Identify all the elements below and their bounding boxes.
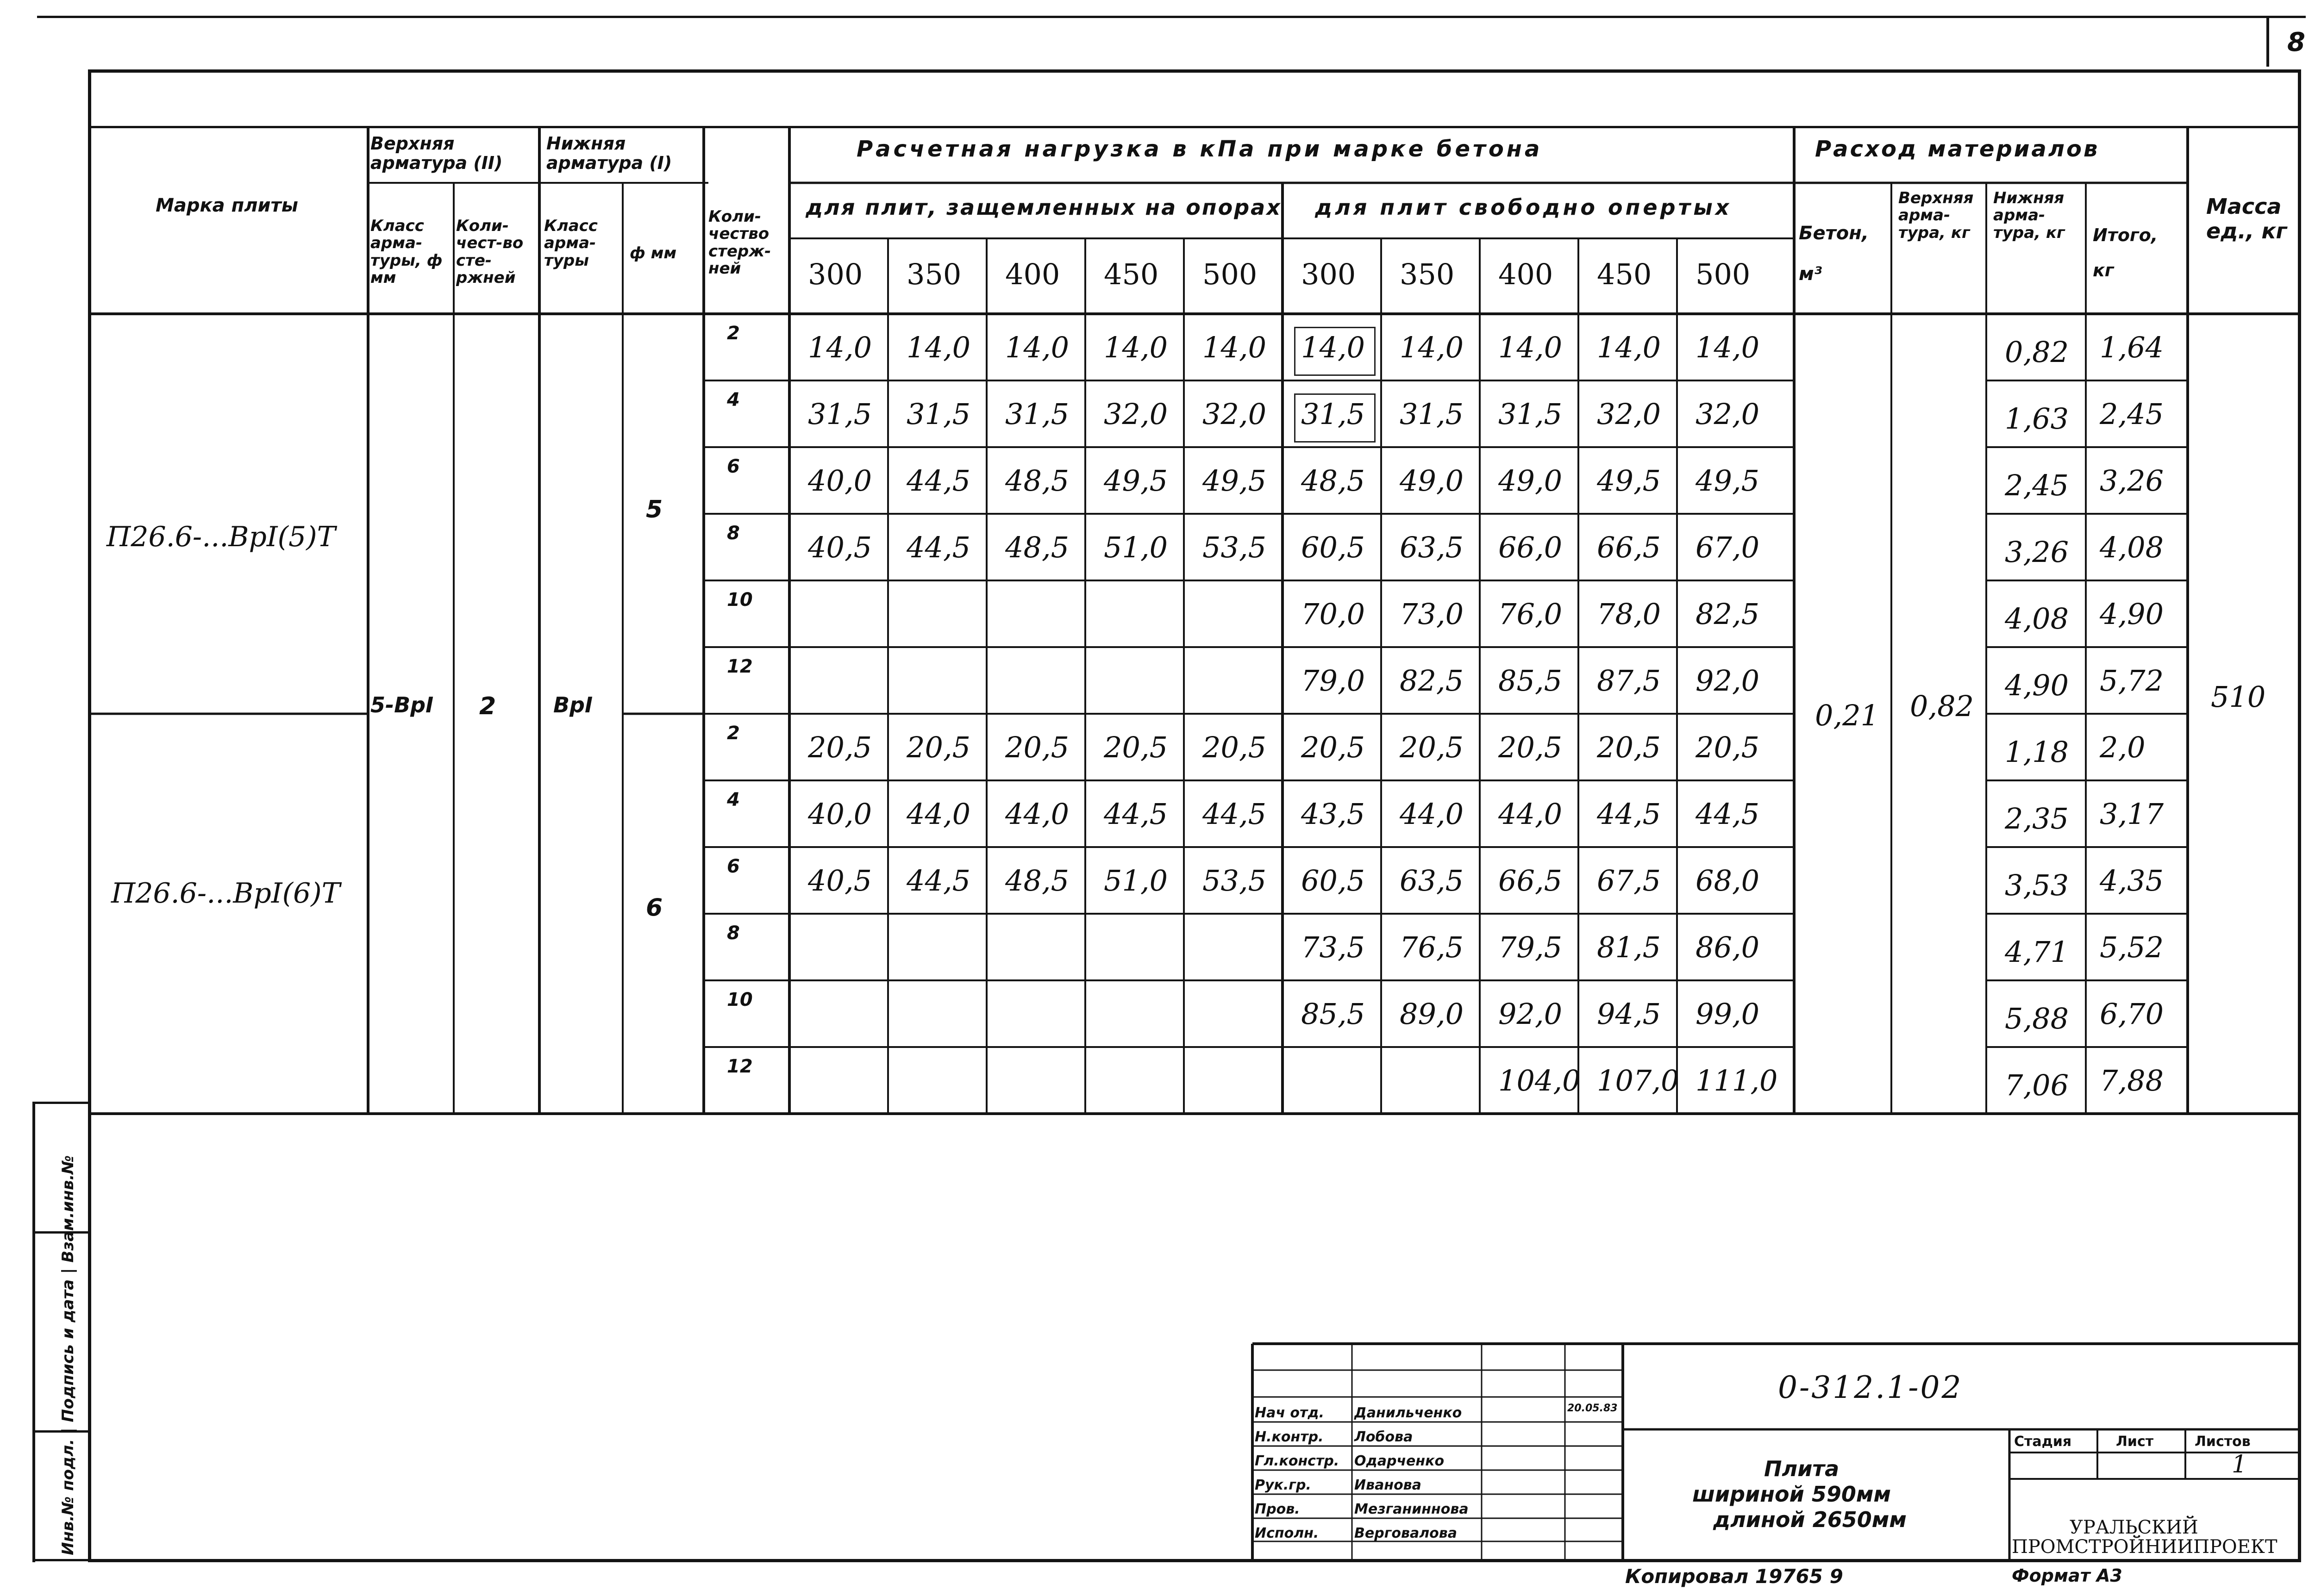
load-free: 20,5 [1597, 730, 1661, 764]
load-free: 60,5 [1301, 530, 1365, 564]
load-free: 94,5 [1597, 997, 1661, 1031]
rod-count: 2 [727, 323, 740, 344]
diam-group-2: 6 [646, 894, 663, 922]
lower-steel: 0,82 [2005, 335, 2069, 369]
load-clamped: 44,0 [1005, 797, 1070, 831]
mass-value: 510 [2211, 680, 2266, 714]
hdr-mass: Масса ед., кг [2206, 194, 2287, 243]
hdr-diam: ф мм [630, 244, 677, 262]
load-free: 63,5 [1400, 864, 1464, 898]
doc-code: 0-312.1-02 [1778, 1370, 1963, 1405]
load-clamped: 44,5 [1202, 797, 1267, 831]
company-line-2: ПРОМСТРОЙНИИПРОЕКТ [2012, 1536, 2277, 1558]
grade-header: 450 [1104, 257, 1159, 291]
grade-header: 300 [1301, 257, 1356, 291]
load-free: 20,5 [1301, 730, 1365, 764]
hdr-lower-class: Класс арма-туры [544, 217, 598, 270]
title-line-1: Плита [1764, 1456, 1839, 1481]
load-free: 85,5 [1498, 664, 1563, 698]
load-clamped: 44,5 [907, 530, 971, 564]
total-steel: 5,72 [2100, 664, 2164, 698]
signature-role: Рук.гр. [1255, 1477, 1311, 1493]
load-free: 44,0 [1498, 797, 1563, 831]
load-free: 81,5 [1597, 930, 1661, 964]
load-free: 107,0 [1597, 1064, 1679, 1097]
load-clamped: 48,5 [1005, 530, 1070, 564]
load-clamped: 31,5 [1005, 397, 1070, 431]
grade-header: 300 [808, 257, 863, 291]
sheet-number: 8 [2287, 27, 2305, 57]
load-free: 31,5 [1400, 397, 1464, 431]
hdr-concrete: Бетон, м³ [1799, 223, 1869, 285]
load-free: 76,0 [1498, 597, 1563, 631]
total-steel: 1,64 [2100, 330, 2164, 364]
load-free: 111,0 [1696, 1064, 1778, 1097]
upper-count-value: 2 [479, 692, 496, 720]
left-strip-text: Инв.№ подл. | Подпись и дата | Взам.инв.№ [59, 1155, 77, 1555]
load-free: 14,0 [1597, 330, 1661, 364]
lower-steel: 5,88 [2005, 1002, 2069, 1035]
hdr-rebar-class: Класс арма-туры, ф мм [370, 217, 443, 287]
load-clamped: 14,0 [1005, 330, 1070, 364]
load-free: 44,0 [1400, 797, 1464, 831]
total-steel: 3,17 [2100, 797, 2164, 831]
load-free: 104,0 [1498, 1064, 1581, 1097]
signature-name: Верговалова [1354, 1525, 1458, 1541]
load-free: 92,0 [1696, 664, 1760, 698]
load-free: 82,5 [1696, 597, 1760, 631]
signature-role: Пров. [1255, 1501, 1300, 1517]
lower-steel: 3,53 [2005, 868, 2069, 902]
load-free: 32,0 [1597, 397, 1661, 431]
load-clamped: 53,5 [1202, 530, 1267, 564]
load-clamped: 20,5 [1005, 730, 1070, 764]
load-free: 14,0 [1498, 330, 1563, 364]
grade-header: 500 [1696, 257, 1751, 291]
signature-role: Гл.констр. [1255, 1453, 1339, 1469]
load-free: 66,0 [1498, 530, 1563, 564]
load-clamped: 14,0 [907, 330, 971, 364]
rod-count: 4 [727, 389, 740, 411]
load-clamped: 40,0 [808, 797, 872, 831]
signature-name: Лобова [1354, 1429, 1413, 1445]
load-free: 79,5 [1498, 930, 1563, 964]
hdr-upper: Верхняя арматура (II) [370, 133, 503, 173]
load-clamped: 40,5 [808, 530, 872, 564]
total-steel: 4,90 [2100, 597, 2164, 631]
signature-name: Иванова [1354, 1477, 1421, 1493]
load-free: 48,5 [1301, 464, 1365, 498]
format-label: Формат А3 [2012, 1565, 2122, 1586]
rod-count: 10 [727, 589, 753, 611]
load-free: 49,0 [1498, 464, 1563, 498]
hdr-mark: Марка плиты [156, 195, 298, 216]
load-free: 67,5 [1597, 864, 1661, 898]
load-clamped: 44,5 [1104, 797, 1168, 831]
hdr-rebar-count: Коли-чест-во сте-ржней [456, 217, 524, 287]
rod-count: 10 [727, 989, 753, 1010]
signature-name: Одарченко [1354, 1453, 1445, 1469]
total-steel: 5,52 [2100, 930, 2164, 964]
load-clamped: 53,5 [1202, 864, 1267, 898]
company-line-1: УРАЛЬСКИЙ [2070, 1517, 2198, 1538]
total-steel: 7,88 [2100, 1064, 2164, 1097]
load-clamped: 32,0 [1104, 397, 1168, 431]
signature-name: Данильченко [1354, 1405, 1462, 1421]
load-free: 63,5 [1400, 530, 1464, 564]
concrete-value: 0,21 [1815, 698, 1879, 732]
load-free: 14,0 [1696, 330, 1760, 364]
load-free: 66,5 [1597, 530, 1661, 564]
load-clamped: 51,0 [1104, 864, 1168, 898]
title-line-3: длиной 2650мм [1713, 1507, 1907, 1532]
mark-group-2: П26.6-...ВрI(6)Т [111, 877, 340, 910]
lower-steel: 2,35 [2005, 802, 2069, 835]
hdr-clamped: для плит, защемленных на опорах [806, 195, 1282, 220]
load-free: 43,5 [1301, 797, 1365, 831]
signature-name: Мезганиннова [1354, 1501, 1469, 1517]
upper-steel-value: 0,82 [1910, 689, 1974, 723]
diam-group-1: 5 [646, 496, 663, 524]
load-clamped: 40,0 [808, 464, 872, 498]
sheet-label: Лист [2116, 1434, 2154, 1450]
load-free: 73,5 [1301, 930, 1365, 964]
lower-steel: 1,18 [2005, 735, 2069, 769]
rod-count: 6 [727, 456, 740, 477]
grade-header: 350 [1400, 257, 1455, 291]
signature-role: Исполн. [1255, 1525, 1319, 1541]
approval-date: 20.05.83 [1567, 1403, 1618, 1414]
rod-count: 8 [727, 523, 740, 544]
load-clamped: 14,0 [1104, 330, 1168, 364]
load-clamped: 48,5 [1005, 864, 1070, 898]
rod-count: 8 [727, 923, 740, 944]
load-free: 73,0 [1400, 597, 1464, 631]
load-clamped: 31,5 [907, 397, 971, 431]
load-clamped: 44,5 [907, 464, 971, 498]
lower-steel: 4,08 [2005, 602, 2069, 636]
load-free: 44,5 [1597, 797, 1661, 831]
load-free: 49,5 [1696, 464, 1760, 498]
upper-class-value: 5-ВрI [370, 692, 434, 717]
load-free: 99,0 [1696, 997, 1760, 1031]
load-clamped: 44,5 [907, 864, 971, 898]
load-clamped: 20,5 [1104, 730, 1168, 764]
load-clamped: 20,5 [907, 730, 971, 764]
load-free: 31,5 [1301, 397, 1365, 431]
load-free: 14,0 [1400, 330, 1464, 364]
load-free: 60,5 [1301, 864, 1365, 898]
load-free: 20,5 [1400, 730, 1464, 764]
rod-count: 12 [727, 656, 753, 677]
load-clamped: 49,5 [1202, 464, 1267, 498]
lower-steel: 1,63 [2005, 402, 2069, 436]
hdr-materials: Расход материалов [1815, 136, 2100, 162]
load-free: 67,0 [1696, 530, 1760, 564]
title-line-2: шириной 590мм [1692, 1482, 1891, 1507]
load-clamped: 40,5 [808, 864, 872, 898]
lower-steel: 3,26 [2005, 535, 2069, 569]
hdr-design-load: Расчетная нагрузка в кПа при марке бетона [857, 136, 1543, 162]
lower-steel: 4,90 [2005, 668, 2069, 702]
rod-count: 2 [727, 723, 740, 744]
copied-label: Копировал 19765 9 [1625, 1565, 1843, 1588]
load-clamped: 14,0 [808, 330, 872, 364]
stage-label: Стадия [2014, 1434, 2072, 1450]
load-free: 70,0 [1301, 597, 1365, 631]
grade-header: 350 [907, 257, 962, 291]
load-free: 76,5 [1400, 930, 1464, 964]
hdr-lower: Нижняя арматура (I) [546, 133, 672, 173]
load-free: 32,0 [1696, 397, 1760, 431]
load-clamped: 44,0 [907, 797, 971, 831]
load-free: 85,5 [1301, 997, 1365, 1031]
load-clamped: 32,0 [1202, 397, 1267, 431]
total-steel: 2,0 [2100, 730, 2146, 764]
load-free: 14,0 [1301, 330, 1365, 364]
total-steel: 3,26 [2100, 464, 2164, 498]
grade-header: 500 [1202, 257, 1258, 291]
load-free: 44,5 [1696, 797, 1760, 831]
load-free: 66,5 [1498, 864, 1563, 898]
hdr-rods: Коли-чество стерж-ней [708, 207, 771, 278]
rod-count: 6 [727, 856, 740, 877]
lower-steel: 4,71 [2005, 935, 2069, 969]
lower-steel: 2,45 [2005, 468, 2069, 502]
load-free: 20,5 [1498, 730, 1563, 764]
load-free: 79,0 [1301, 664, 1365, 698]
load-free: 82,5 [1400, 664, 1464, 698]
total-steel: 2,45 [2100, 397, 2164, 431]
hdr-lower-mat: Нижняя арма-тура, кг [1993, 189, 2065, 242]
load-clamped: 31,5 [808, 397, 872, 431]
rod-count: 4 [727, 789, 740, 810]
load-free: 20,5 [1696, 730, 1760, 764]
load-clamped: 49,5 [1104, 464, 1168, 498]
grade-header: 400 [1005, 257, 1060, 291]
load-clamped: 48,5 [1005, 464, 1070, 498]
mark-group-1: П26.6-...ВрI(5)Т [106, 521, 336, 553]
total-steel: 4,35 [2100, 864, 2164, 898]
load-free: 49,0 [1400, 464, 1464, 498]
sheet-value: 1 [2232, 1451, 2247, 1478]
load-free: 92,0 [1498, 997, 1563, 1031]
lower-class-value: ВрI [553, 692, 593, 717]
hdr-upper-mat: Верхняя арма-тура, кг [1898, 189, 1974, 242]
load-free: 68,0 [1696, 864, 1760, 898]
rod-count: 12 [727, 1056, 753, 1077]
sheets-label: Листов [2195, 1434, 2251, 1450]
lower-steel: 7,06 [2005, 1068, 2069, 1102]
signature-role: Н.контр. [1255, 1429, 1324, 1445]
load-clamped: 14,0 [1202, 330, 1267, 364]
grade-header: 400 [1498, 257, 1553, 291]
hdr-total: Итого, кг [2093, 225, 2158, 281]
load-free: 87,5 [1597, 664, 1661, 698]
load-free: 89,0 [1400, 997, 1464, 1031]
total-steel: 4,08 [2100, 530, 2164, 564]
grade-header: 450 [1597, 257, 1652, 291]
load-clamped: 20,5 [808, 730, 872, 764]
load-free: 86,0 [1696, 930, 1760, 964]
load-clamped: 51,0 [1104, 530, 1168, 564]
hdr-free: для плит свободно опертых [1315, 195, 1732, 220]
load-free: 78,0 [1597, 597, 1661, 631]
signature-role: Нач отд. [1255, 1405, 1325, 1421]
load-clamped: 20,5 [1202, 730, 1267, 764]
total-steel: 6,70 [2100, 997, 2164, 1031]
load-free: 31,5 [1498, 397, 1563, 431]
load-free: 49,5 [1597, 464, 1661, 498]
